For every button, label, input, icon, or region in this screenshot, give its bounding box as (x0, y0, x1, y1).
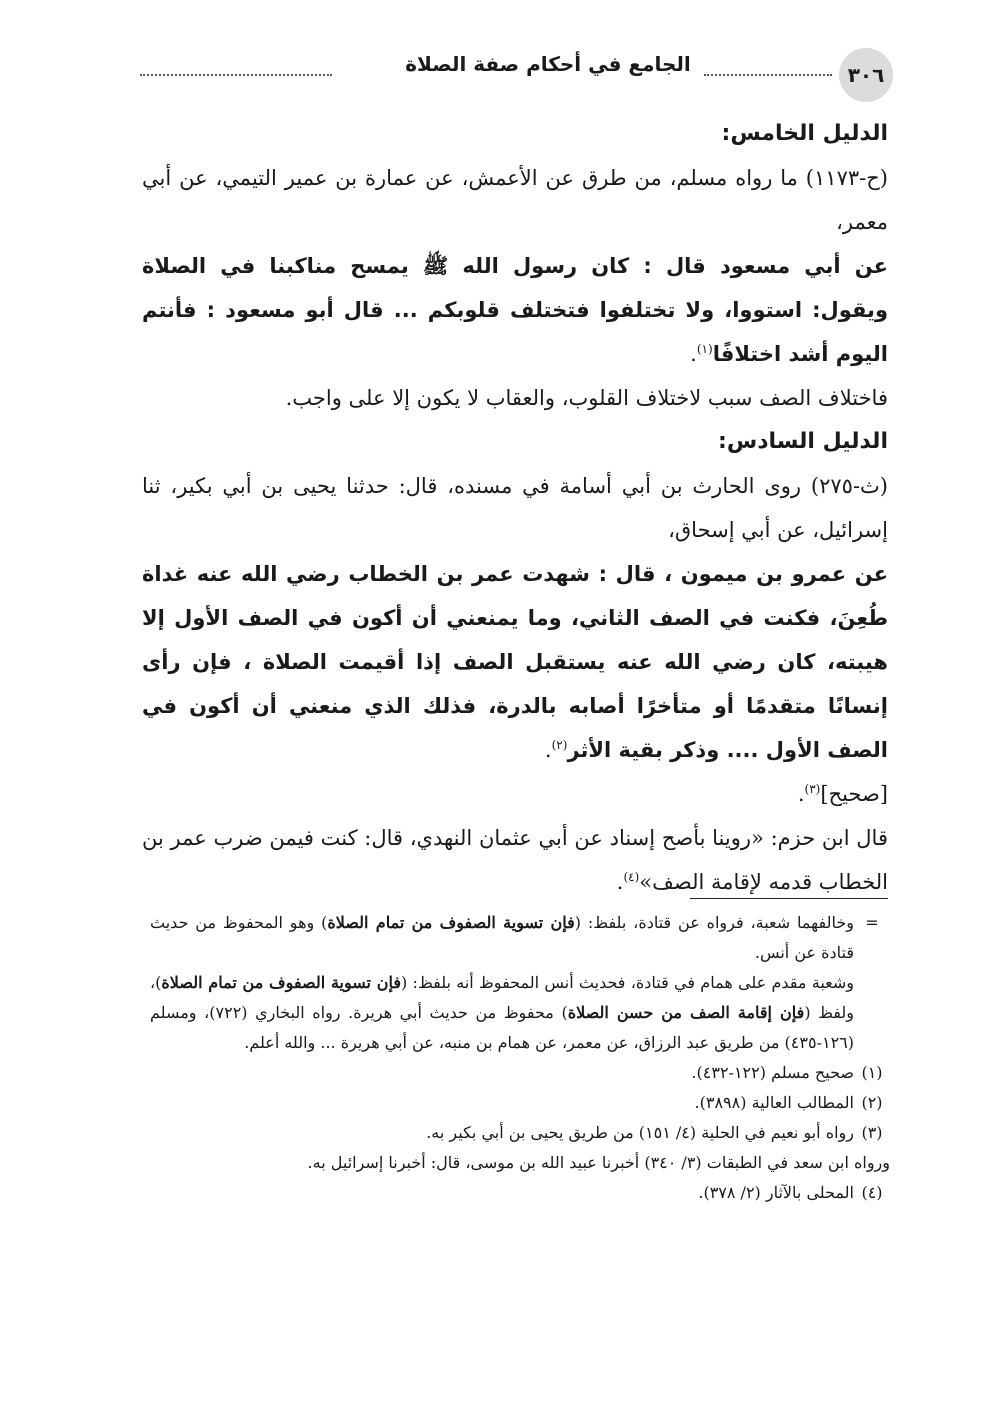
paragraph: (ث-٢٧٥) روى الحارث بن أبي أسامة في مسنده، قال: حدثنا يحيى بن أبي بكير، ثنا إسرائيل، عن أبي إسحاق، (142, 474, 888, 542)
punctuation: . (616, 870, 624, 894)
footnote-text: رواه أبو نعيم في الحلية (٤/ ١٥١) من طريق يحيى بن أبي بكير به. (426, 1123, 854, 1142)
footnote-fragment: وخالفهما شعبة، فرواه عن قتادة، بلفظ: ( (574, 913, 854, 932)
punctuation: . (797, 782, 805, 806)
header-dotted-rule (140, 74, 332, 76)
punctuation: . (690, 342, 697, 366)
footnote-fragment: ) وهو المحفوظ من حديث قتادة عن أنس. (150, 913, 854, 962)
paragraph (142, 816, 888, 904)
footnote-item (150, 1178, 890, 1208)
footnote-fragment: ) محفوظ من حديث أبي هريرة. رواه البخاري (٧٢٢)، ومسلم (١٢٦-٤٣٥) من طريق عبد الرزاق، عن معمر، عن همام بن منبه، عن أبي هريرة ... والله أعلم. (150, 1003, 854, 1052)
footnote-continuation (150, 908, 890, 1058)
footnote-fragment: فإن إقامة الصف من حسن الصلاة (567, 1003, 805, 1022)
grading (142, 772, 888, 816)
footnote-fragment: فإن تسوية الصفوف من تمام الصلاة (161, 973, 402, 992)
footnote-text: المطالب العالية (٣٨٩٨). (694, 1093, 854, 1112)
page-number: ٣٠٦ (839, 48, 893, 102)
footnote-text: صحيح مسلم (١٢٢-٤٣٢). (691, 1063, 854, 1082)
footnotes (150, 908, 890, 1208)
header-dotted-rule (704, 74, 832, 76)
continuation-mark: = (865, 913, 879, 932)
athar-text: عن عمرو بن ميمون ، قال : شهدت عمر بن الخطاب رضي الله عنه غداة طُعِنَ، فكنت في الصف الثاني، وما يمنعني أن أكون في الصف الأول إلا هيبته، كان رضي الله عنه يستقبل الصف إذا أقيمت الصلاة ، فإن رأى إنسانًا متقدمًا أو متأخرًا أصابه بالدرة، فذلك الذي منعني أن أكون في الصف الأول .... وذكر بقية الأثر (142, 562, 888, 762)
footnote-number: (٤) (861, 1183, 883, 1202)
footnote-text (150, 908, 854, 1058)
paragraph: فاختلاف الصف سبب لاختلاف القلوب، والعقاب لا يكون إلا على واجب. (285, 386, 888, 410)
grading-text: [صحيح] (820, 782, 888, 806)
section-heading: الدليل السادس: (718, 429, 888, 454)
footnote-separator (690, 898, 888, 899)
athar-quote (142, 552, 888, 772)
footnote-fragment: وشعبة مقدم على همام في قتادة، فحديث أنس المحفوظ أنه بلفظ: ( (401, 973, 855, 992)
footnote-ref: (٤) (623, 870, 640, 884)
running-header (140, 46, 890, 102)
punctuation: . (544, 738, 552, 762)
footnote-item (150, 1148, 890, 1178)
book-title: الجامع في أحكام صفة الصلاة (405, 52, 691, 76)
hadith-text: عن أبي مسعود قال : كان رسول الله ﷺ يمسح مناكبنا في الصلاة ويقول: استووا، ولا تختلفوا فتختلف قلوبكم ... قال أبو مسعود : فأنتم اليوم أشد اختلافًا (142, 254, 888, 366)
footnote-text: ورواه ابن سعد في الطبقات (٣/ ٣٤٠) أخبرنا عبيد الله بن موسى، قال: أخبرنا إسرائيل به. (307, 1153, 890, 1172)
footnote-ref: (٣) (804, 782, 821, 796)
footnote-item (150, 1118, 890, 1148)
footnote-ref: (٢) (551, 738, 568, 752)
footnote-item (150, 1088, 890, 1118)
section-heading: الدليل الخامس: (721, 121, 888, 146)
footnote-number: (٢) (861, 1093, 883, 1112)
footnote-item (150, 1058, 890, 1088)
footnote-fragment: فإن تسوية الصفوف من تمام الصلاة (327, 913, 575, 932)
footnote-number: (١) (861, 1063, 883, 1082)
footnote-text: المحلى بالآثار (٢/ ٣٧٨). (698, 1183, 854, 1202)
footnote-number: (٣) (861, 1123, 883, 1142)
quote-text: قال ابن حزم: «روينا بأصح إسناد عن أبي عثمان النهدي، قال: كنت فيمن ضرب عمر بن الخطاب قدمه لإقامة الصف» (142, 826, 888, 894)
main-text (142, 112, 888, 904)
hadith-quote (142, 244, 888, 376)
paragraph: (ح-١١٧٣) ما رواه مسلم، من طرق عن الأعمش، عن عمارة بن عمير التيمي، عن أبي معمر، (142, 166, 888, 234)
footnote-ref: (١) (696, 342, 713, 356)
footnote-fragment: )، ولفظ ( (150, 973, 855, 1022)
